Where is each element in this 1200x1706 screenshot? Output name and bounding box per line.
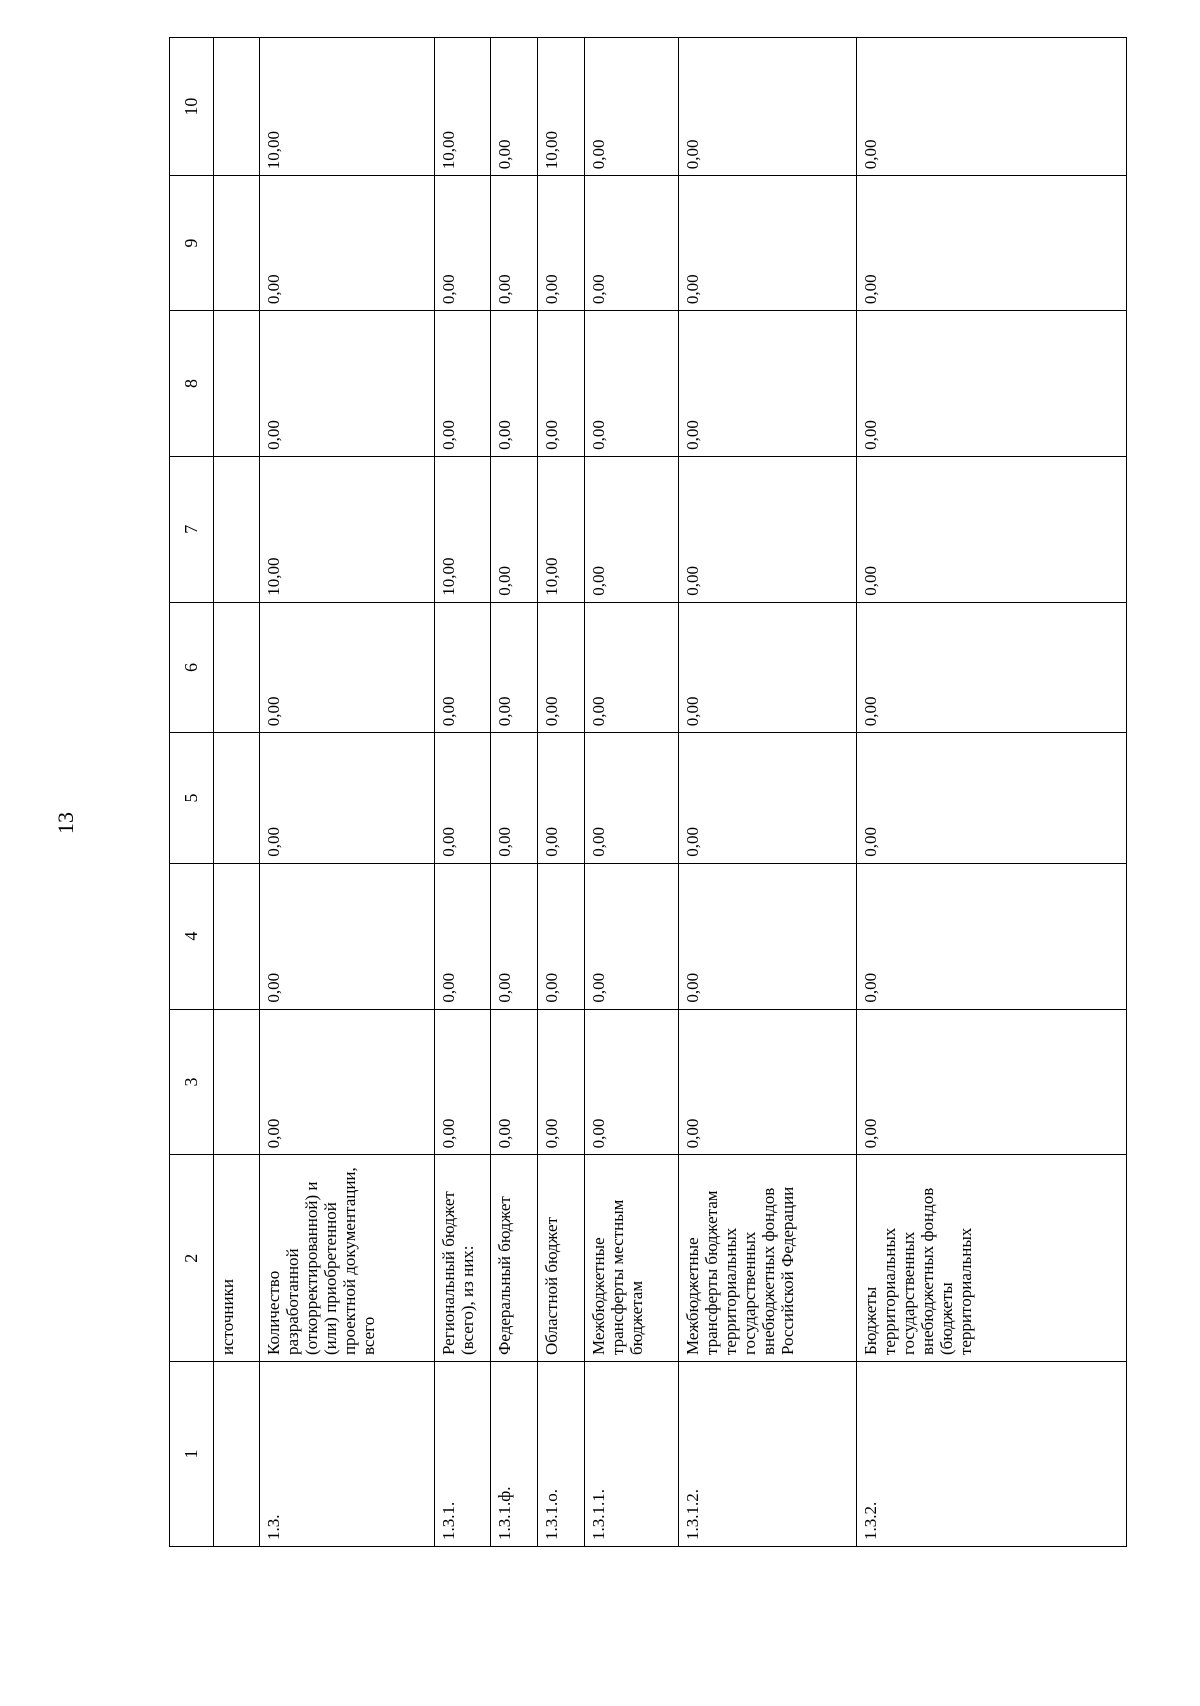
value-cell: 0,00 [679,602,857,733]
table-row [679,38,857,1547]
value-cell: 0,00 [585,176,679,311]
value-cell: 0,00 [260,602,435,733]
column-header: 2 [170,1155,214,1362]
value-cell: 0,00 [585,602,679,733]
value-cell: 0,00 [585,1009,679,1155]
value-cell: 0,00 [585,863,679,1009]
table-row [857,38,1127,1547]
value-cell: 0,00 [538,602,585,733]
column-header: 8 [170,311,214,457]
row-name: Бюджеты территориальных государственных внебюджетных фондов (бюджеты территориальных [857,1155,1127,1362]
header-row [170,38,214,1547]
value-cell: 0,00 [857,38,1127,176]
table-cell [214,176,260,311]
value-cell: 0,00 [260,863,435,1009]
value-cell: 0,00 [857,176,1127,311]
row-code: 1.3.1.ф. [491,1362,538,1547]
value-cell: 0,00 [679,863,857,1009]
value-cell: 0,00 [679,176,857,311]
value-cell: 0,00 [491,602,538,733]
value-cell: 10,00 [538,38,585,176]
column-header: 7 [170,456,214,602]
table-cell [214,456,260,602]
continuation-label: источники [214,1155,260,1362]
value-cell: 0,00 [585,456,679,602]
value-cell: 0,00 [679,311,857,457]
value-cell: 0,00 [538,733,585,864]
column-header: 9 [170,176,214,311]
row-name: Региональный бюджет (всего), из них: [435,1155,491,1362]
table-cell [214,38,260,176]
row-name: Федеральный бюджет [491,1155,538,1362]
value-cell: 0,00 [491,456,538,602]
table-cell [214,733,260,864]
value-cell: 0,00 [585,733,679,864]
value-cell: 0,00 [857,863,1127,1009]
page-number: 13 [53,812,78,834]
value-cell: 0,00 [857,1009,1127,1155]
table-cell [214,602,260,733]
row-name: Межбюджетные трансферты местным бюджетам [585,1155,679,1362]
value-cell: 0,00 [538,176,585,311]
value-cell: 0,00 [857,311,1127,457]
value-cell: 0,00 [260,733,435,864]
value-cell: 0,00 [260,176,435,311]
value-cell: 0,00 [260,1009,435,1155]
row-code: 1.3. [260,1362,435,1547]
value-cell: 0,00 [435,1009,491,1155]
column-header: 1 [170,1362,214,1547]
value-cell: 0,00 [538,863,585,1009]
column-header: 3 [170,1009,214,1155]
value-cell: 0,00 [435,863,491,1009]
value-cell: 0,00 [857,456,1127,602]
column-header: 10 [170,38,214,176]
value-cell: 0,00 [491,38,538,176]
value-cell: 0,00 [491,1009,538,1155]
value-cell: 0,00 [260,311,435,457]
row-code: 1.3.1.о. [538,1362,585,1547]
value-cell: 0,00 [491,863,538,1009]
table-row [260,38,435,1547]
table-container [169,37,1127,1547]
table-row [538,38,585,1547]
table-row [435,38,491,1547]
table-row [491,38,538,1547]
value-cell: 0,00 [538,311,585,457]
table-cell [214,311,260,457]
budget-table [169,37,1127,1547]
value-cell: 0,00 [435,176,491,311]
column-header: 6 [170,602,214,733]
column-header: 5 [170,733,214,864]
value-cell: 10,00 [538,456,585,602]
value-cell: 0,00 [435,733,491,864]
value-cell: 0,00 [435,311,491,457]
row-code: 1.3.1.1. [585,1362,679,1547]
value-cell: 0,00 [435,602,491,733]
table-cell [214,1009,260,1155]
value-cell: 0,00 [857,602,1127,733]
row-name: Межбюджетные трансферты бюджетам территориальных государственных внебюджетных фондов Российской Федерации [679,1155,857,1362]
row-name: Областной бюджет [538,1155,585,1362]
value-cell: 10,00 [260,456,435,602]
table-cell [214,863,260,1009]
row-name: Количество разработанной (откорректированной) и (или) приобретенной проектной документации, всего [260,1155,435,1362]
value-cell: 0,00 [857,733,1127,864]
value-cell: 10,00 [260,38,435,176]
value-cell: 0,00 [679,456,857,602]
table-cell [214,1362,260,1547]
row-code: 1.3.1. [435,1362,491,1547]
value-cell: 0,00 [679,38,857,176]
value-cell: 0,00 [491,311,538,457]
value-cell: 0,00 [585,38,679,176]
value-cell: 0,00 [491,733,538,864]
value-cell: 0,00 [585,311,679,457]
column-header: 4 [170,863,214,1009]
row-code: 1.3.1.2. [679,1362,857,1547]
value-cell: 0,00 [538,1009,585,1155]
value-cell: 0,00 [491,176,538,311]
row-code: 1.3.2. [857,1362,1127,1547]
continuation-row [214,38,260,1547]
value-cell: 0,00 [679,733,857,864]
table-row [585,38,679,1547]
value-cell: 10,00 [435,456,491,602]
value-cell: 0,00 [679,1009,857,1155]
value-cell: 10,00 [435,38,491,176]
